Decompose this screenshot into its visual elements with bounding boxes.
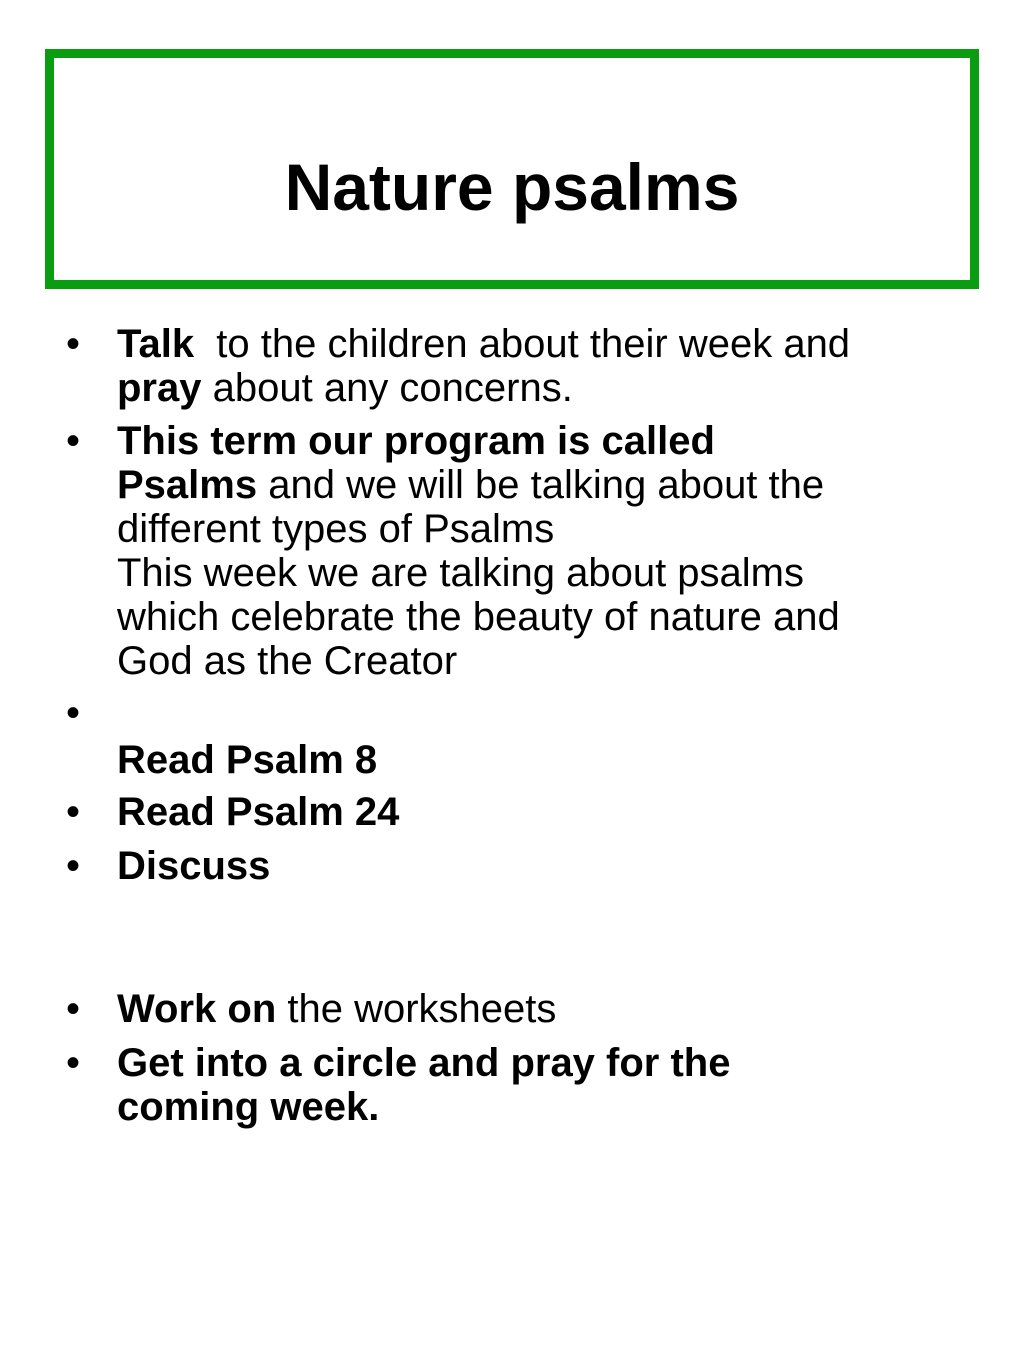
list-item-content [117,691,997,783]
bullet-icon: • [66,419,81,463]
list-item-content [117,987,997,1031]
bullet-icon: • [66,987,81,1031]
bullet-icon: • [66,790,81,834]
list-item-line: Get into a circle and pray for the [117,1041,731,1085]
body-text: and we will be talking about the [257,463,825,507]
bullet-icon: • [66,1041,81,1085]
list-item-line: Discuss [117,844,271,888]
list-item-line [117,463,997,507]
list-item-content [117,844,997,888]
bullet-icon: • [66,322,81,366]
bullet-icon: • [66,844,81,888]
list-item-content [117,790,997,834]
list-item-line: different types of Psalms [117,507,555,551]
bullet-icon: • [66,691,81,735]
bold-text: Talk [117,322,195,366]
body-text: to the children about their week and [194,322,851,366]
bold-text: Psalms [117,463,258,507]
bold-text: This term our program is called [117,419,715,463]
list-item-line [117,691,997,737]
bold-text: pray [117,366,202,410]
list-item-content [117,322,997,410]
list-item-content [117,1041,997,1129]
list-item-line [117,419,997,463]
list-item-line [117,366,997,410]
list-item-line: This week we are talking about psalms [117,551,804,595]
body-text: about any concerns. [201,366,573,410]
list-item-line: God as the Creator [117,639,458,683]
list-item-line: which celebrate the beauty of nature and [117,595,840,639]
bold-text: Work on [117,987,277,1031]
list-item-line: Read Psalm 24 [117,790,400,834]
title-frame [45,49,979,289]
list-item-line [117,987,997,1031]
body-text: the worksheets [276,987,557,1031]
list-item-line: coming week. [117,1085,380,1129]
list-item-content [117,419,997,683]
list-item-line: Read Psalm 8 [117,738,378,782]
page-title: Nature psalms [284,150,740,224]
list-item-line [117,322,997,366]
